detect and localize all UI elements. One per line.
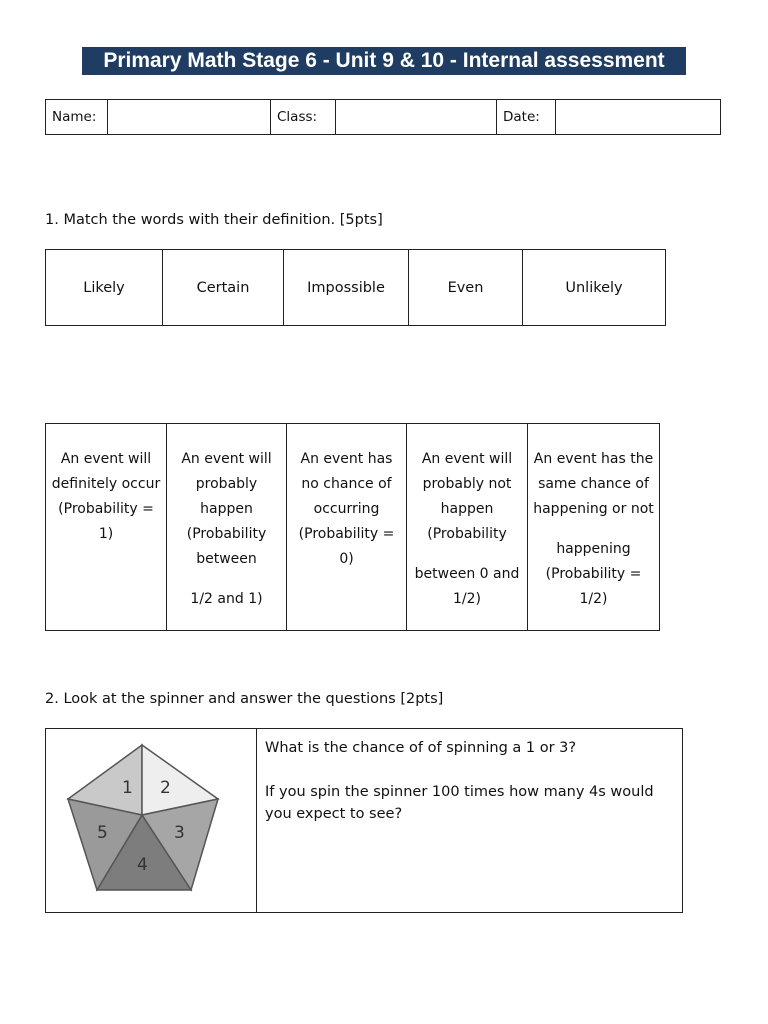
definition-cell: [528, 424, 660, 631]
word-likely: Likely: [46, 250, 163, 326]
spinner-label-1: 1: [122, 778, 133, 798]
definition-cell: [287, 424, 407, 631]
definition-cell: [407, 424, 528, 631]
definition-text-continued: happening (Probability = 1/2): [545, 541, 642, 607]
definition-text: An event will definitely occur (Probability = 1): [51, 451, 161, 542]
question-1-prompt: 1. Match the words with their definition. [5pts]: [45, 212, 383, 228]
date-field[interactable]: [556, 100, 721, 135]
spinner-label-3: 3: [174, 823, 185, 843]
definition-text: An event will probably not happen (Probability: [421, 451, 513, 542]
definition-text: An event has the same chance of happening or not: [533, 451, 654, 517]
definitions-table: [45, 423, 660, 631]
spinner-diagram: [46, 729, 256, 908]
name-field[interactable]: [108, 100, 271, 135]
word-even: Even: [409, 250, 523, 326]
spinner-question-b: If you spin the spinner 100 times how many 4s would you expect to see?: [265, 784, 654, 822]
date-label: Date:: [497, 100, 556, 135]
spinner-label-2: 2: [160, 778, 171, 798]
page-title: Primary Math Stage 6 - Unit 9 & 10 - Internal assessment: [82, 47, 686, 75]
question-2-prompt: 2. Look at the spinner and answer the questions [2pts]: [45, 691, 444, 707]
student-info-table: [45, 99, 721, 135]
spinner-table: [45, 728, 683, 913]
spinner-question-a: What is the chance of of spinning a 1 or 3?: [265, 740, 577, 756]
definition-text: An event has no chance of occurring (Probability = 0): [298, 451, 395, 567]
definition-cell: [167, 424, 287, 631]
definition-text: An event will probably happen (Probability between: [181, 451, 272, 567]
definition-cell: [46, 424, 167, 631]
word-certain: Certain: [163, 250, 284, 326]
class-label: Class:: [271, 100, 336, 135]
word-impossible: Impossible: [284, 250, 409, 326]
spinner-label-5: 5: [97, 823, 108, 843]
class-field[interactable]: [336, 100, 497, 135]
spinner-questions-cell: [257, 729, 683, 913]
definition-text-continued: between 0 and 1/2): [414, 566, 520, 607]
spinner-label-4: 4: [137, 855, 148, 875]
definition-text-continued: 1/2 and 1): [190, 591, 263, 607]
spinner-cell: [46, 729, 257, 913]
word-unlikely: Unlikely: [523, 250, 666, 326]
words-table: [45, 249, 666, 326]
name-label: Name:: [46, 100, 108, 135]
